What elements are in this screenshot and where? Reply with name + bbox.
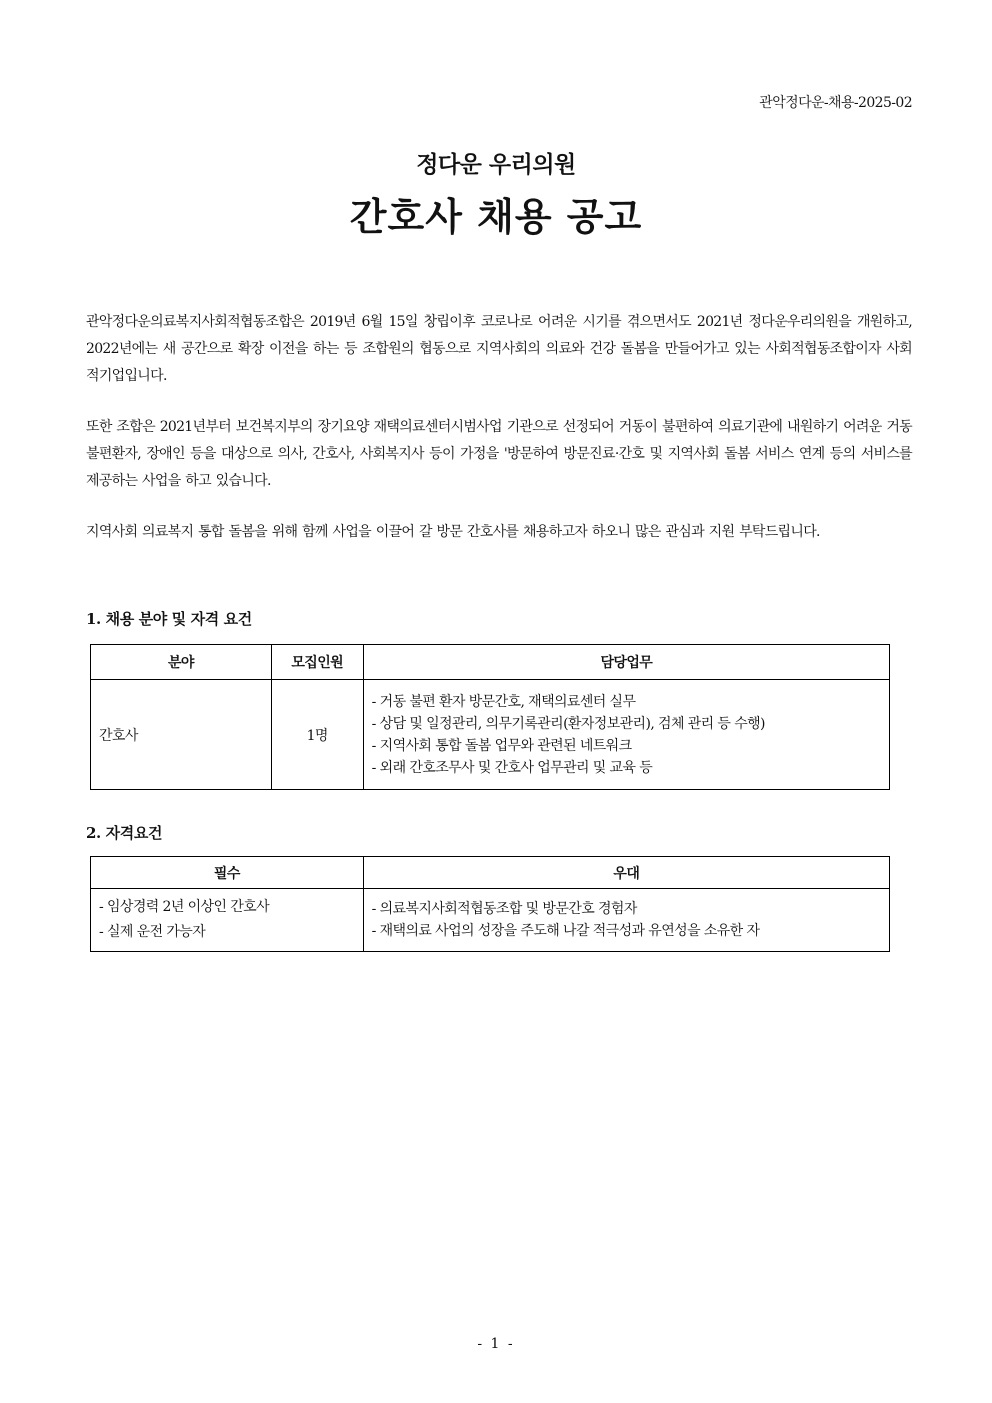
column-header-required: 필수 <box>91 857 364 889</box>
column-header-count: 모집인원 <box>271 645 363 680</box>
table-row <box>91 680 890 790</box>
clinic-name: 정다운 우리의원 <box>416 152 576 178</box>
intro-paragraph-1: 관악정다운의료복지사회적협동조합은 2019년 6월 15일 창립이후 코로나로 어려운 시기를 겪으면서도 2021년 정다운우리의원을 개원하고, 2022년에는 새 공간으로 확장 이전을 하는 등 조합원의 협동으로 지역사회의 의료와 건강 돌봄을 만들어가고 있는 사회적협동조합이자 사회적기업입니다. <box>86 314 912 384</box>
required-cell <box>91 889 364 952</box>
list-item: - 재택의료 사업의 성장을 주도해 나갈 적극성과 유연성을 소유한 자 <box>371 923 760 939</box>
table-row <box>91 889 890 952</box>
column-header-preferred: 우대 <box>363 857 889 889</box>
preferred-cell <box>363 889 889 952</box>
preferred-list <box>364 898 889 942</box>
list-item: - 외래 간호조무사 및 간호사 업무관리 및 교육 등 <box>371 759 653 776</box>
section-heading-recruitment: 1. 채용 분야 및 자격 요건 <box>86 610 252 628</box>
page-title: 간호사 채용 공고 <box>349 195 643 239</box>
intro-paragraph-3: 지역사회 의료복지 통합 돌봄을 위해 함께 사업을 이끌어 갈 방문 간호사를 채용하고자 하오니 많은 관심과 지원 부탁드립니다. <box>86 524 820 540</box>
list-item: - 의료복지사회적협동조합 및 방문간호 경험자 <box>371 901 637 917</box>
intro-section <box>86 309 912 570</box>
list-item: - 실제 운전 가능자 <box>99 924 206 940</box>
field-cell: 간호사 <box>91 680 272 790</box>
page-number: - 1 - <box>477 1336 515 1352</box>
table-header-row <box>91 857 890 889</box>
column-header-duties: 담당업무 <box>363 645 889 680</box>
recruitment-table <box>90 644 890 790</box>
table-header-row <box>91 645 890 680</box>
qualifications-table <box>90 856 890 952</box>
duties-list <box>364 691 889 779</box>
list-item: - 상담 및 일정관리, 의무기록관리(환자정보관리), 검체 관리 등 수행) <box>371 715 765 732</box>
list-item: - 지역사회 통합 돌봄 업무와 관련된 네트워크 <box>371 737 632 754</box>
count-cell: 1명 <box>271 680 363 790</box>
document-number: 관악정다운-채용-2025-02 <box>759 95 912 111</box>
required-list <box>91 895 363 945</box>
list-item: - 임상경력 2년 이상인 간호사 <box>99 899 270 915</box>
section-heading-qualifications: 2. 자격요건 <box>86 824 163 842</box>
column-header-field: 분야 <box>91 645 272 680</box>
intro-paragraph-2: 또한 조합은 2021년부터 보건복지부의 장기요양 재택의료센터시범사업 기관으로 선정되어 거동이 불편하여 의료기관에 내원하기 어려운 거동불편환자, 장애인 등을 대상으로 의사, 간호사, 사회복지사 등이 가정을 '방문하여 방문진료·간호 및 지역사회 돌봄 서비스 연계 등의 서비스를 제공하는 사업을 하고 있습니다. <box>86 419 912 489</box>
list-item: - 거동 불편 환자 방문간호, 재택의료센터 실무 <box>371 693 636 710</box>
duties-cell <box>363 680 889 790</box>
